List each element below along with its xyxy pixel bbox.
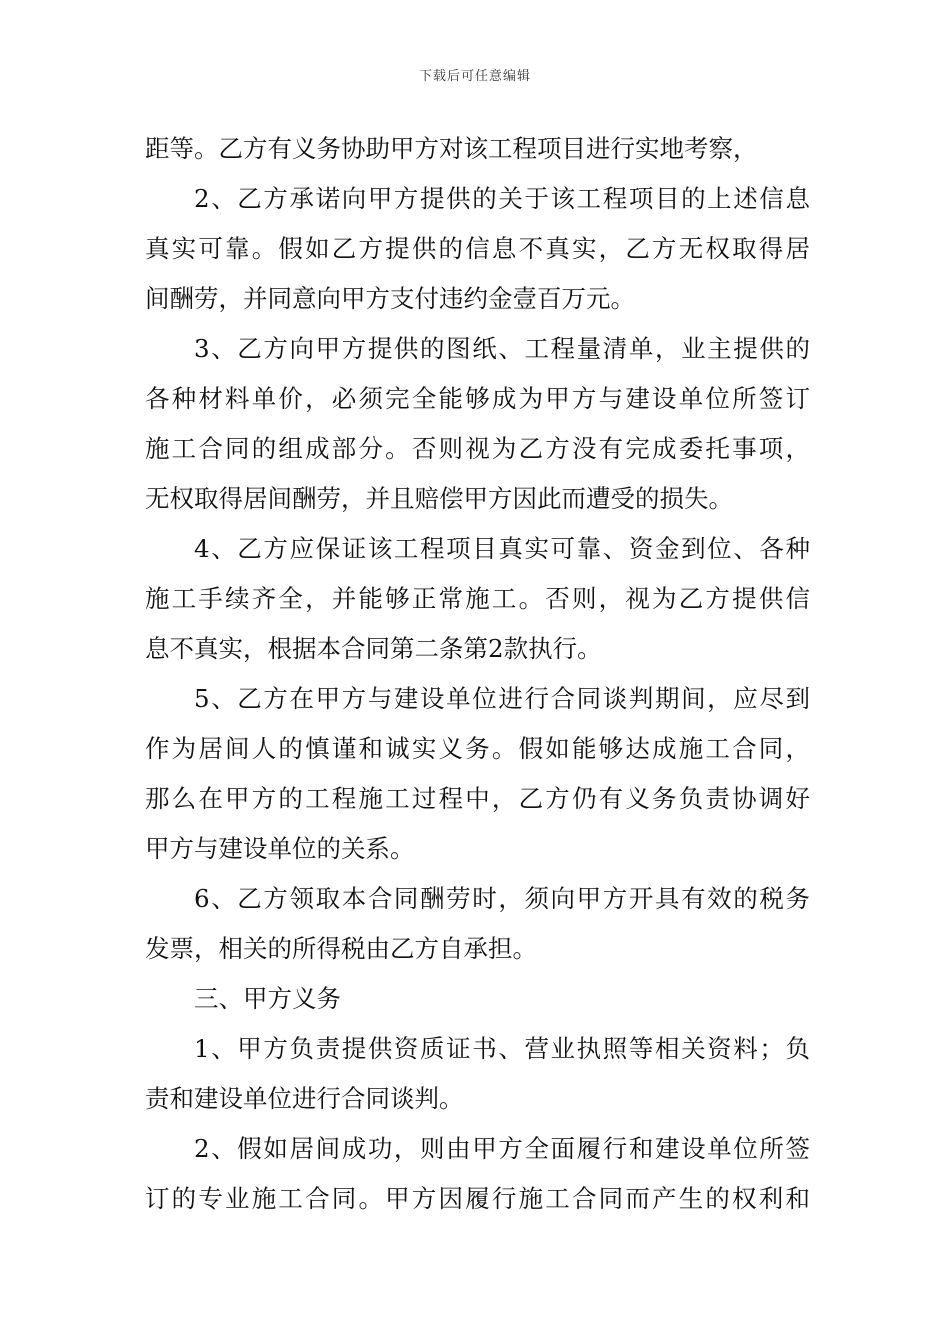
text-line: 2、假如居间成功，则由甲方全面履行和建设单位所签	[194, 1134, 810, 1163]
text-line: 息不真实，根据本合同第二条第2款执行。	[145, 634, 602, 663]
text-line: 1、甲方负责提供资质证书、营业执照等相关资料；负	[194, 1034, 810, 1063]
text-line: 真实可靠。假如乙方提供的信息不真实，乙方无权取得居	[145, 234, 810, 263]
text-line: 距等。乙方有义务协助甲方对该工程项目进行实地考察，	[145, 134, 758, 163]
text-line: 那么在甲方的工程施工过程中，乙方仍有义务负责协调好	[145, 784, 810, 813]
header-note: 下载后可任意编辑	[418, 69, 531, 84]
text-line: 施工手续齐全，并能够正常施工。否则，视为乙方提供信	[145, 584, 810, 613]
text-line: 3、乙方向甲方提供的图纸、工程量清单，业主提供的	[194, 334, 810, 363]
text-line: 各种材料单价，必须完全能够成为甲方与建设单位所签订	[145, 384, 810, 413]
text-line: 无权取得居间酬劳，并且赔偿甲方因此而遭受的损失。	[145, 484, 733, 513]
text-line: 4、乙方应保证该工程项目真实可靠、资金到位、各种	[194, 534, 810, 563]
text-line: 甲方与建设单位的关系。	[145, 834, 415, 863]
body-text	[145, 124, 810, 1224]
text-line: 间酬劳，并同意向甲方支付违约金壹百万元。	[145, 284, 635, 313]
text-line: 三、甲方义务	[194, 984, 341, 1013]
text-line: 发票，相关的所得税由乙方自承担。	[145, 934, 537, 963]
text-line: 2、乙方承诺向甲方提供的关于该工程项目的上述信息	[194, 184, 810, 213]
text-line: 作为居间人的慎谨和诚实义务。假如能够达成施工合同，	[145, 734, 810, 763]
text-line: 责和建设单位进行合同谈判。	[145, 1084, 464, 1113]
text-line: 6、乙方领取本合同酬劳时，须向甲方开具有效的税务	[194, 884, 810, 913]
text-line: 5、乙方在甲方与建设单位进行合同谈判期间，应尽到	[194, 684, 810, 713]
text-line: 施工合同的组成部分。否则视为乙方没有完成委托事项，	[145, 434, 810, 463]
text-line: 订的专业施工合同。甲方因履行施工合同而产生的权利和	[145, 1184, 810, 1213]
